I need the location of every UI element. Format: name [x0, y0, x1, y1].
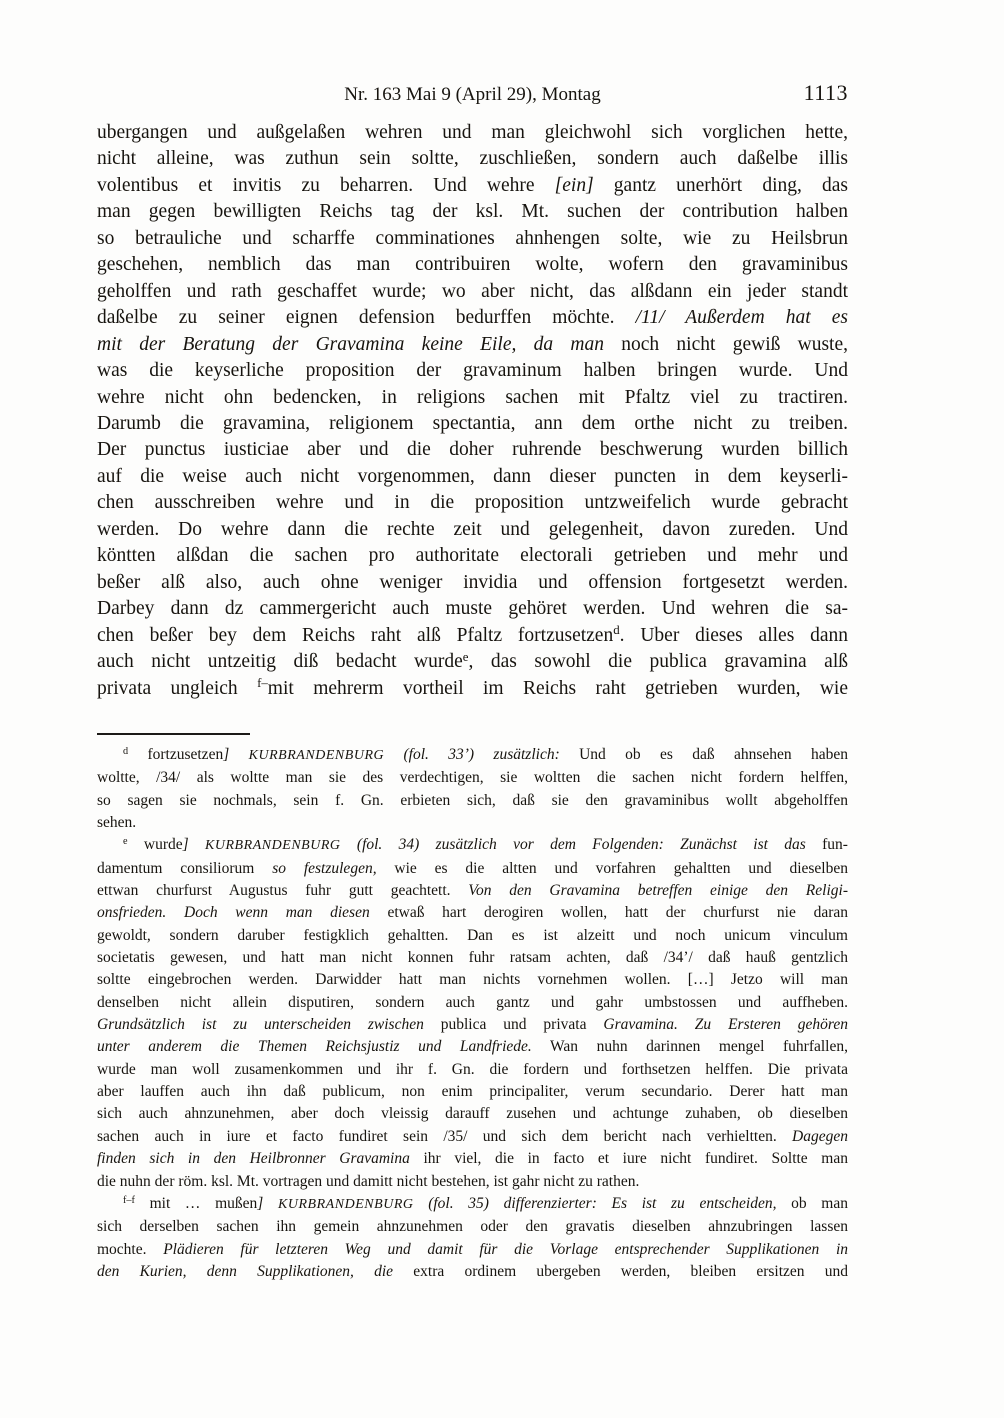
- text-segment: Darumb die gravamina, religionem spectantia, ann dem orthe nicht zu treiben.: [97, 412, 848, 434]
- text-segment: sich auch ahnzunehmen, aber doch vleissig darauff zusehen und achtunge zuhaben, ob dieselben: [97, 1105, 848, 1123]
- text-line: [97, 385, 848, 411]
- text-segment: publica und privata: [423, 1016, 604, 1034]
- footnote-cue: e: [462, 649, 469, 664]
- text-segment: woltte, /34/ als woltte man sie des verdechtigen, sie woltten die sachen nicht fordern helffen,: [97, 769, 848, 787]
- text-line: [97, 812, 848, 834]
- text-line: [97, 226, 848, 252]
- italic-segment: Grundsätzlich ist zu unterscheiden zwischen: [97, 1016, 424, 1034]
- italic-segment: ]: [257, 1194, 278, 1212]
- text-line: [97, 1261, 848, 1283]
- footnote-cue: d: [613, 623, 620, 638]
- text-segment: beßer alß also, auch ohne weniger invidia und offension fortgesetzt werden.: [97, 571, 848, 593]
- italic-segment: finden sich in den Heilbronner Gravamina: [97, 1150, 410, 1168]
- italic-segment: ]: [182, 836, 205, 854]
- page-header: [97, 80, 848, 112]
- text-segment: so betrauliche und scharffe comminationes ahnhengen solte, wie zu Heilsbrun: [97, 227, 848, 249]
- text-line: [97, 464, 848, 490]
- text-line: [97, 543, 848, 569]
- text-line: [97, 969, 848, 991]
- text-segment: daßelbe zu seiner eignen defension bedurffen möchte.: [97, 307, 636, 329]
- footnote-cue: e: [123, 836, 128, 848]
- text-segment: . Uber dieses alles dann: [619, 624, 848, 646]
- text-segment: ihr viel, die in facto et iure nicht fundiret. Soltte man: [409, 1150, 848, 1168]
- text-line: [97, 517, 848, 543]
- text-line: [97, 1171, 848, 1193]
- text-line: [97, 305, 848, 331]
- text-segment: so sagen sie nochmals, sein f. Gn. erbieten sich, daß sie den gravaminibus wollt abgeholffen: [97, 791, 848, 809]
- italic-segment: (fol. 34) zusätzlich vor dem Folgenden: Zunächst ist das: [340, 836, 806, 854]
- text-segment: chen beßer bey dem Reichs raht alß Pfaltz fortzusetzen: [97, 624, 614, 646]
- text-segment: wehre nicht ohn bedencken, in religions sachen mit Pfaltz viel zu tractiren.: [97, 386, 848, 408]
- source-sigle: KURBRANDENBURG: [277, 1196, 414, 1212]
- text-segment: ettwan churfurst Augustus fuhr gutt geachtett.: [97, 882, 469, 900]
- text-segment: sachen auch in iure et facto fundiret sein /35/ und sich dem bericht nach verhieltten.: [97, 1127, 793, 1145]
- text-segment: denselben nicht allein disputiren, sondern auch gantz und gahr umbstossen und auffheben.: [97, 993, 848, 1011]
- italic-segment: Dagegen: [792, 1127, 848, 1145]
- italic-segment: Gravamina. Zu Ersteren gehören: [603, 1016, 848, 1034]
- text-line: [97, 623, 848, 649]
- italic-segment: onsfrieden. Doch wenn man diesen: [97, 904, 370, 922]
- text-segment: ubergangen und außgelaßen wehren und man gleichwohl sich vorglichen hette,: [97, 122, 848, 143]
- text-segment: ob man: [776, 1194, 848, 1212]
- main-text-block: [97, 120, 848, 702]
- text-segment: mit mehrerm vortheil im Reichs raht getrieben wurden, wie: [267, 677, 848, 699]
- source-sigle: KURBRANDENBURG: [205, 838, 341, 854]
- text-segment: nicht alleine, was zuthun sein soltte, zuschließen, sondern auch daßelbe illis: [97, 148, 848, 170]
- text-segment: Wan nuhn darinnen mengel fuhrfallen,: [531, 1038, 848, 1056]
- text-line: [97, 1103, 848, 1125]
- text-segment: soltte eingebrochen werden. Darwidder hatt man nichts vornehmen wollen. […] Jetzo will man: [97, 971, 848, 989]
- text-line: [97, 490, 848, 516]
- text-segment: köntten alßdan die sachen pro authoritate electorali getrieben und mehr und: [97, 545, 848, 567]
- italic-segment: Von den Gravamina betreffen einige den Religi-: [468, 882, 848, 900]
- footnote-cue: d: [123, 746, 129, 758]
- footnote-apparatus: [97, 744, 848, 1283]
- running-title: Nr. 163 Mai 9 (April 29), Montag: [344, 84, 601, 105]
- text-segment: , das sowohl die publica gravamina alß: [468, 651, 848, 673]
- text-segment: extra ordinem ubergeben werden, bleiben ersitzen und: [393, 1262, 848, 1280]
- text-segment: die nuhn der röm. ksl. Mt. vortragen und damitt nicht bestehen, ist gahr nicht zu rathen.: [97, 1172, 640, 1190]
- text-line: [97, 834, 848, 857]
- text-segment: man gegen bewilligten Reichs tag der ksl. Mt. suchen der contribution halben: [97, 201, 848, 223]
- text-segment: sich derselben sachen ihn gemein ahnzunehmen oder den gravatis dieselben ahnzubringen lassen: [97, 1218, 848, 1236]
- text-line: [97, 1014, 848, 1036]
- text-line: [97, 358, 848, 384]
- text-segment: was die keyserliche proposition der gravaminum halben bringen wurde. Und: [97, 360, 848, 382]
- text-segment: privata ungleich: [97, 677, 258, 699]
- text-segment: wie es die altten und vorfahren gehaltten und dieselben: [376, 859, 848, 877]
- text-line: [97, 199, 848, 225]
- text-line: [97, 1081, 848, 1103]
- text-segment: wurde: [127, 836, 183, 854]
- footnote-separator-rule: [97, 733, 250, 735]
- text-segment: auch nicht untzeitig diß bedacht wurde: [97, 651, 463, 673]
- text-line: [97, 173, 848, 199]
- text-line: [97, 1059, 848, 1081]
- text-segment: Und ob es daß ahnsehen haben: [559, 745, 848, 763]
- italic-segment: (fol. 35) differenzierter: Es ist zu entscheiden,: [413, 1194, 777, 1212]
- text-segment: wurde man woll zusamenkommen und ihr f. Gn. die fordern und forthsetzen helffen. Die privata: [97, 1060, 848, 1078]
- text-line: [97, 411, 848, 437]
- text-line: [97, 570, 848, 596]
- text-line: [97, 767, 848, 789]
- text-segment: Der punctus iusticiae aber und die doher ruhrende beschwerung wurden billich: [97, 439, 848, 461]
- text-line: [97, 790, 848, 812]
- text-segment: Darbey dann dz cammergericht auch muste gehöret werden. Und wehren die sa-: [97, 598, 848, 620]
- text-line: [97, 744, 848, 767]
- italic-segment: so festzulegen,: [272, 859, 377, 877]
- italic-segment: Plädieren für letzteren Weg und damit für die Vorlage entsprechender Supplikationen in: [163, 1240, 849, 1258]
- text-line: [97, 925, 848, 947]
- italic-segment: unter anderem die Themen Reichsjustiz und Landfriede.: [97, 1038, 532, 1056]
- text-segment: etwaß hart derogiren wollen, hatt der churfurst nie daran: [369, 904, 848, 922]
- text-line: [97, 1148, 848, 1170]
- text-segment: fun-: [805, 836, 848, 854]
- italic-segment: [ein]: [554, 174, 594, 196]
- italic-segment: (fol. 33’) zusätzlich:: [384, 745, 560, 763]
- text-line: [97, 1216, 848, 1238]
- source-sigle: KURBRANDENBURG: [248, 747, 385, 763]
- text-line: [97, 992, 848, 1014]
- footnote-cue: f–: [257, 676, 268, 691]
- text-line: [97, 1239, 848, 1261]
- text-segment: werden. Do wehre dann die rechte zeit und gelegenheit, davon zureden. Und: [97, 518, 848, 540]
- text-segment: chen ausschreiben wehre und in die proposition untzweifelich wurde gebracht: [97, 492, 848, 514]
- text-segment: gewoldt, sondern daruber festigklich gehaltten. Dan es ist alzeitt und noch unicum vinculum: [97, 926, 848, 944]
- text-segment: volentibus et invitis zu beharren. Und wehre: [97, 174, 555, 196]
- text-line: [97, 120, 848, 146]
- text-line: [97, 649, 848, 675]
- text-line: [97, 1193, 848, 1216]
- text-segment: damentum consiliorum: [97, 859, 273, 877]
- italic-segment: /11/ Außerdem hat es: [635, 307, 848, 329]
- text-line: [97, 676, 848, 702]
- text-line: [97, 332, 848, 358]
- italic-segment: ]: [223, 745, 249, 763]
- italic-segment: den Kurien, denn Supplikationen, die: [97, 1262, 394, 1280]
- text-segment: noch nicht gewiß wuste,: [603, 333, 848, 355]
- text-segment: fortzusetzen: [128, 745, 224, 763]
- text-segment: mochte.: [97, 1240, 164, 1258]
- text-segment: aber lauffen auch ihn daß publicum, non enim principaliter, verum secundario. Derer hatt man: [97, 1083, 848, 1101]
- page-number: 1113: [803, 80, 848, 105]
- text-line: [97, 146, 848, 172]
- text-line: [97, 1126, 848, 1148]
- text-line: [97, 858, 848, 880]
- text-segment: mit … mußen: [134, 1194, 258, 1212]
- text-line: [97, 1036, 848, 1058]
- text-segment: auf die weise auch nicht vorgenommen, dann dieser puncten in dem keyserli-: [97, 465, 848, 487]
- text-line: [97, 596, 848, 622]
- text-line: [97, 252, 848, 278]
- text-line: [97, 279, 848, 305]
- text-line: [97, 437, 848, 463]
- text-line: [97, 902, 848, 924]
- italic-segment: mit der Beratung der Gravamina keine Eile, da man: [97, 333, 604, 355]
- text-segment: societatis gewesen, und hatt man nicht konnen fuhr ratsam achten, daß /34’/ daß hauß gentzlich: [97, 949, 848, 967]
- text-line: [97, 947, 848, 969]
- text-segment: sehen.: [97, 814, 137, 831]
- footnote-cue: f–f: [123, 1194, 135, 1206]
- text-segment: geschehen, nemblich das man contribuiren wolte, wofern den gravaminibus: [97, 254, 848, 276]
- text-segment: geholffen und rath geschaffet wurde; wo aber nicht, das alßdann ein jeder standt: [97, 280, 848, 302]
- text-line: [97, 880, 848, 902]
- text-segment: gantz unerhört ding, das: [593, 174, 849, 196]
